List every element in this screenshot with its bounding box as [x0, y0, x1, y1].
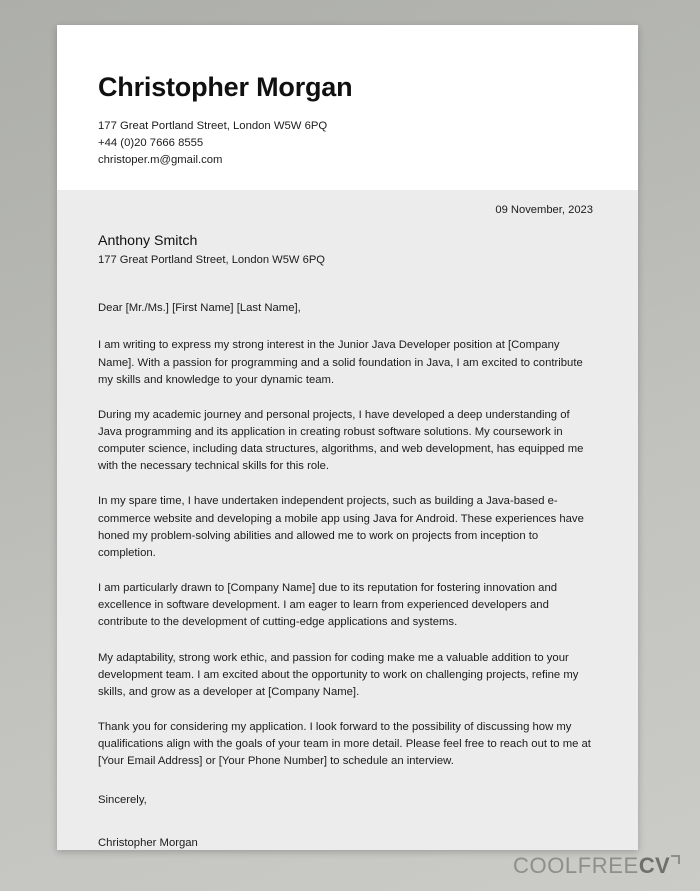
letter-date: 09 November, 2023	[495, 204, 593, 216]
letter-paragraph-4: I am particularly drawn to [Company Name] due to its reputation for fostering innovation and excellence in software development. I am eager to learn from experienced developers and contribute to the development of cutting-edge applications and systems.	[98, 582, 558, 629]
letter-signature: Christopher Morgan	[98, 837, 198, 850]
candidate-phone: +44 (0)20 7666 8555	[98, 137, 204, 150]
salutation: Dear [Mr./Ms.] [First Name] [Last Name],	[98, 302, 301, 314]
letter-paragraph-6: Thank you for considering my application. I look forward to the possibility of discussing how my qualifications align with the goals of your team in more detail. Please feel free to reach out to me at [Your Email Address] or [Your Phone Number] to schedule an interview.	[98, 721, 591, 768]
coolfreecv-watermark	[513, 855, 680, 877]
candidate-address: 177 Great Portland Street, London W5W 6PQ	[98, 120, 328, 133]
letter-paragraph-5: My adaptability, strong work ethic, and passion for coding make me a valuable addition to your development team. I am excited about the opportunity to work on challenging projects, refine my skills, and grow as a developer at [Company Name].	[98, 651, 579, 698]
document-page	[57, 25, 638, 850]
candidate-name: Christopher Morgan	[98, 72, 353, 102]
watermark-text-bold: CV	[638, 853, 670, 878]
letterhead-header	[57, 25, 638, 190]
letter-closing: Sincerely,	[98, 793, 147, 806]
letterhead-inner	[98, 73, 597, 170]
letter-paragraph-3: In my spare time, I have undertaken independent projects, such as building a Java-based e-commerce website and developing a mobile app using Java for Android. These experiences have honed my problem-solving abilities and allowed me to work on projects from inception to completion.	[98, 495, 584, 559]
letter-content	[98, 300, 594, 850]
watermark-text-light: COOLFREE	[513, 853, 639, 878]
candidate-email: christoper.m@gmail.com	[98, 154, 223, 167]
recipient-name: Anthony Smitch	[98, 233, 198, 249]
corner-bracket-icon	[671, 855, 680, 877]
letter-paragraph-2: During my academic journey and personal projects, I have developed a deep understanding of Java programming and its application in creating robust software solutions. My coursework in computer science, including data structures, algorithms, and web development, has equipped me with the necessary technical skills for this role.	[98, 408, 584, 473]
recipient-address: 177 Great Portland Street, London W5W 6PQ	[98, 254, 325, 267]
recipient-block	[98, 232, 325, 269]
letter-paragraph-1: I am writing to express my strong interest in the Junior Java Developer position at [Company Name]. With a passion for programming and a solid foundation in Java, I am excited to contribute my skills and knowledge to your dynamic team.	[98, 339, 583, 386]
